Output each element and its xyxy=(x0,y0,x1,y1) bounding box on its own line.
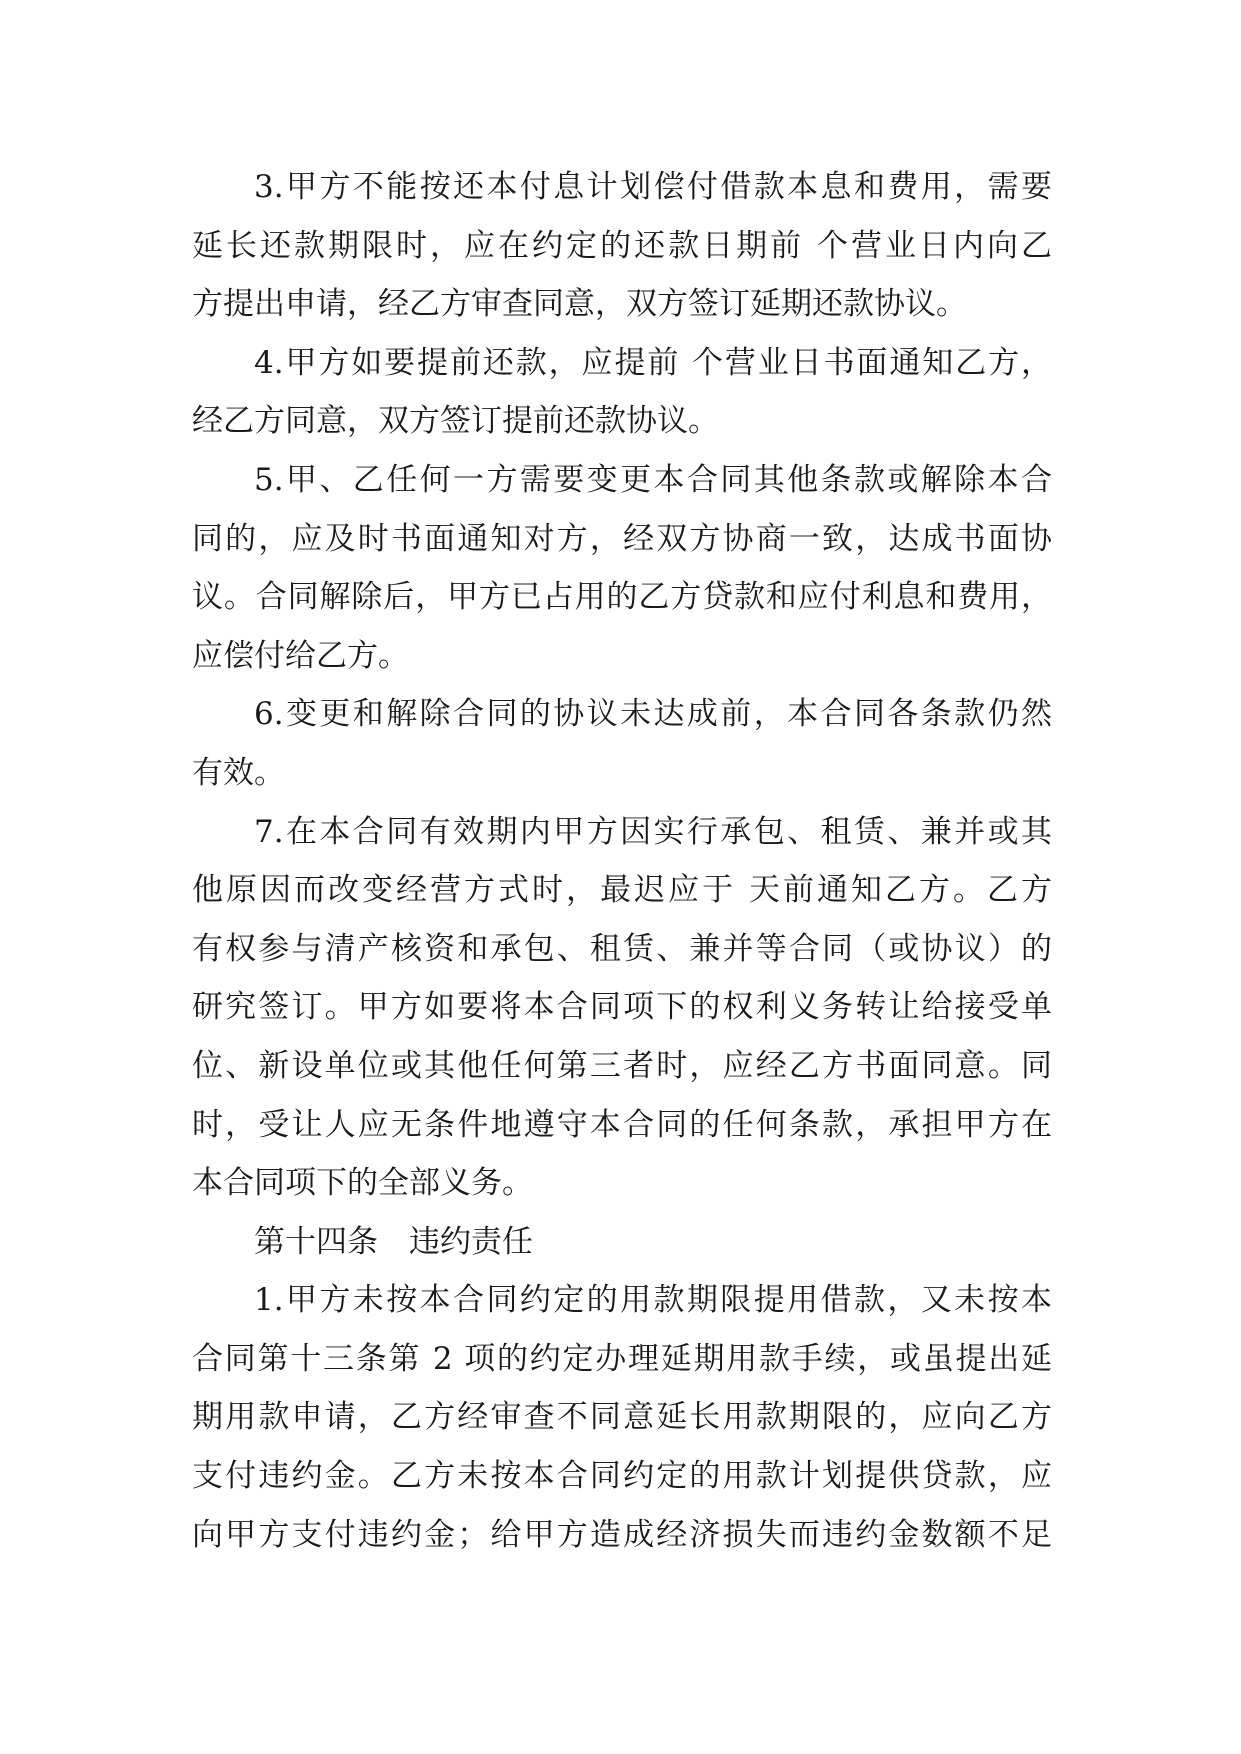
article-14-item-1-line-5: 向甲方支付违约金；给甲方造成经济损失而违约金数额不足 xyxy=(192,1516,1052,1553)
article-14-item-1-line-3: 期用款申请，乙方经审查不同意延长用款期限的，应向乙方 xyxy=(192,1399,1052,1436)
article-14-item-1-line-1: 1.甲方未按本合同约定的用款期限提用借款，又未按本 xyxy=(254,1282,1052,1319)
article-14-item-1-line-4: 支付违约金。乙方未按本合同约定的用款计划提供贷款，应 xyxy=(192,1458,1052,1495)
paragraph-6-line-1: 6.变更和解除合同的协议未达成前，本合同各条款仍然 xyxy=(254,696,1052,733)
paragraph-5-line-1: 5.甲、乙任何一方需要变更本合同其他条款或解除本合 xyxy=(254,461,1052,498)
paragraph-7-line-2: 他原因而改变经营方式时，最迟应于 天前通知乙方。乙方 xyxy=(192,872,1052,909)
paragraph-3-line-3: 方提出申请，经乙方审查同意，双方签订延期还款协议。 xyxy=(192,286,967,323)
paragraph-7-line-6: 时，受让人应无条件地遵守本合同的任何条款，承担甲方在 xyxy=(192,1106,1052,1143)
article-14-heading: 第十四条 违约责任 xyxy=(254,1223,533,1260)
paragraph-6-line-2: 有效。 xyxy=(192,754,285,791)
paragraph-7-line-4: 研究签订。甲方如要将本合同项下的权利义务转让给接受单 xyxy=(192,989,1052,1026)
paragraph-5-line-4: 应偿付给乙方。 xyxy=(192,637,409,674)
paragraph-7-line-7: 本合同项下的全部义务。 xyxy=(192,1165,533,1202)
paragraph-3-line-2: 延长还款期限时，应在约定的还款日期前 个营业日内向乙 xyxy=(192,227,1052,264)
paragraph-5-line-2: 同的，应及时书面通知对方，经双方协商一致，达成书面协 xyxy=(192,520,1052,557)
paragraph-3-line-1: 3.甲方不能按还本付息计划偿付借款本息和费用，需要 xyxy=(254,169,1052,205)
paragraph-7-line-3: 有权参与清产核资和承包、租赁、兼并等合同（或协议）的 xyxy=(192,930,1052,967)
paragraph-7-line-5: 位、新设单位或其他任何第三者时，应经乙方书面同意。同 xyxy=(192,1047,1052,1084)
article-14-item-1-line-2: 合同第十三条第 2 项的约定办理延期用款手续，或虽提出延 xyxy=(192,1340,1052,1377)
paragraph-4-line-1: 4.甲方如要提前还款，应提前 个营业日书面通知乙方， xyxy=(254,344,1052,381)
document-page xyxy=(192,158,1052,1564)
paragraph-4-line-2: 经乙方同意，双方签订提前还款协议。 xyxy=(192,403,719,440)
paragraph-7-line-1: 7.在本合同有效期内甲方因实行承包、租赁、兼并或其 xyxy=(254,813,1052,850)
paragraph-5-line-3: 议。合同解除后，甲方已占用的乙方贷款和应付利息和费用， xyxy=(192,579,1052,616)
